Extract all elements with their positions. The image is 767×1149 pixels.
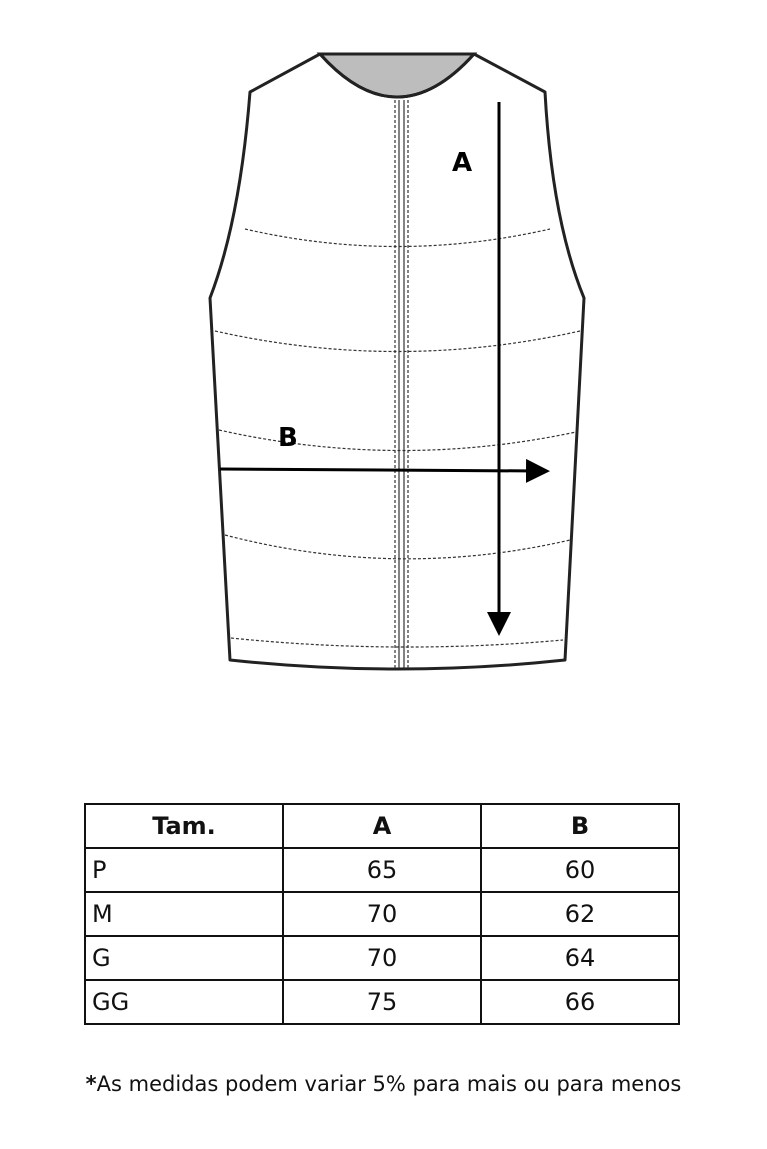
table-row bbox=[85, 892, 679, 936]
a-cell: 70 bbox=[283, 892, 481, 936]
note-text: As medidas podem variar 5% para mais ou para menos bbox=[96, 1072, 682, 1096]
a-cell: 70 bbox=[283, 936, 481, 980]
header-b: B bbox=[481, 804, 679, 848]
measurement-note bbox=[0, 1072, 767, 1096]
table-row bbox=[85, 936, 679, 980]
measure-b-arrow bbox=[220, 469, 538, 471]
size-cell: M bbox=[85, 892, 283, 936]
b-cell: 64 bbox=[481, 936, 679, 980]
size-table bbox=[84, 803, 680, 1025]
a-cell: 65 bbox=[283, 848, 481, 892]
measure-b-label: B bbox=[278, 423, 298, 453]
measure-a-label: A bbox=[452, 148, 473, 178]
table-row bbox=[85, 848, 679, 892]
size-cell: G bbox=[85, 936, 283, 980]
size-cell: P bbox=[85, 848, 283, 892]
b-cell: 60 bbox=[481, 848, 679, 892]
header-size: Tam. bbox=[85, 804, 283, 848]
quilt-seams bbox=[215, 229, 580, 647]
zipper-line bbox=[395, 100, 408, 668]
header-a: A bbox=[283, 804, 481, 848]
vest-outline bbox=[210, 54, 584, 669]
table-header-row bbox=[85, 804, 679, 848]
note-asterisk: * bbox=[85, 1072, 97, 1096]
size-cell: GG bbox=[85, 980, 283, 1024]
b-cell: 62 bbox=[481, 892, 679, 936]
b-cell: 66 bbox=[481, 980, 679, 1024]
table-row bbox=[85, 980, 679, 1024]
a-cell: 75 bbox=[283, 980, 481, 1024]
